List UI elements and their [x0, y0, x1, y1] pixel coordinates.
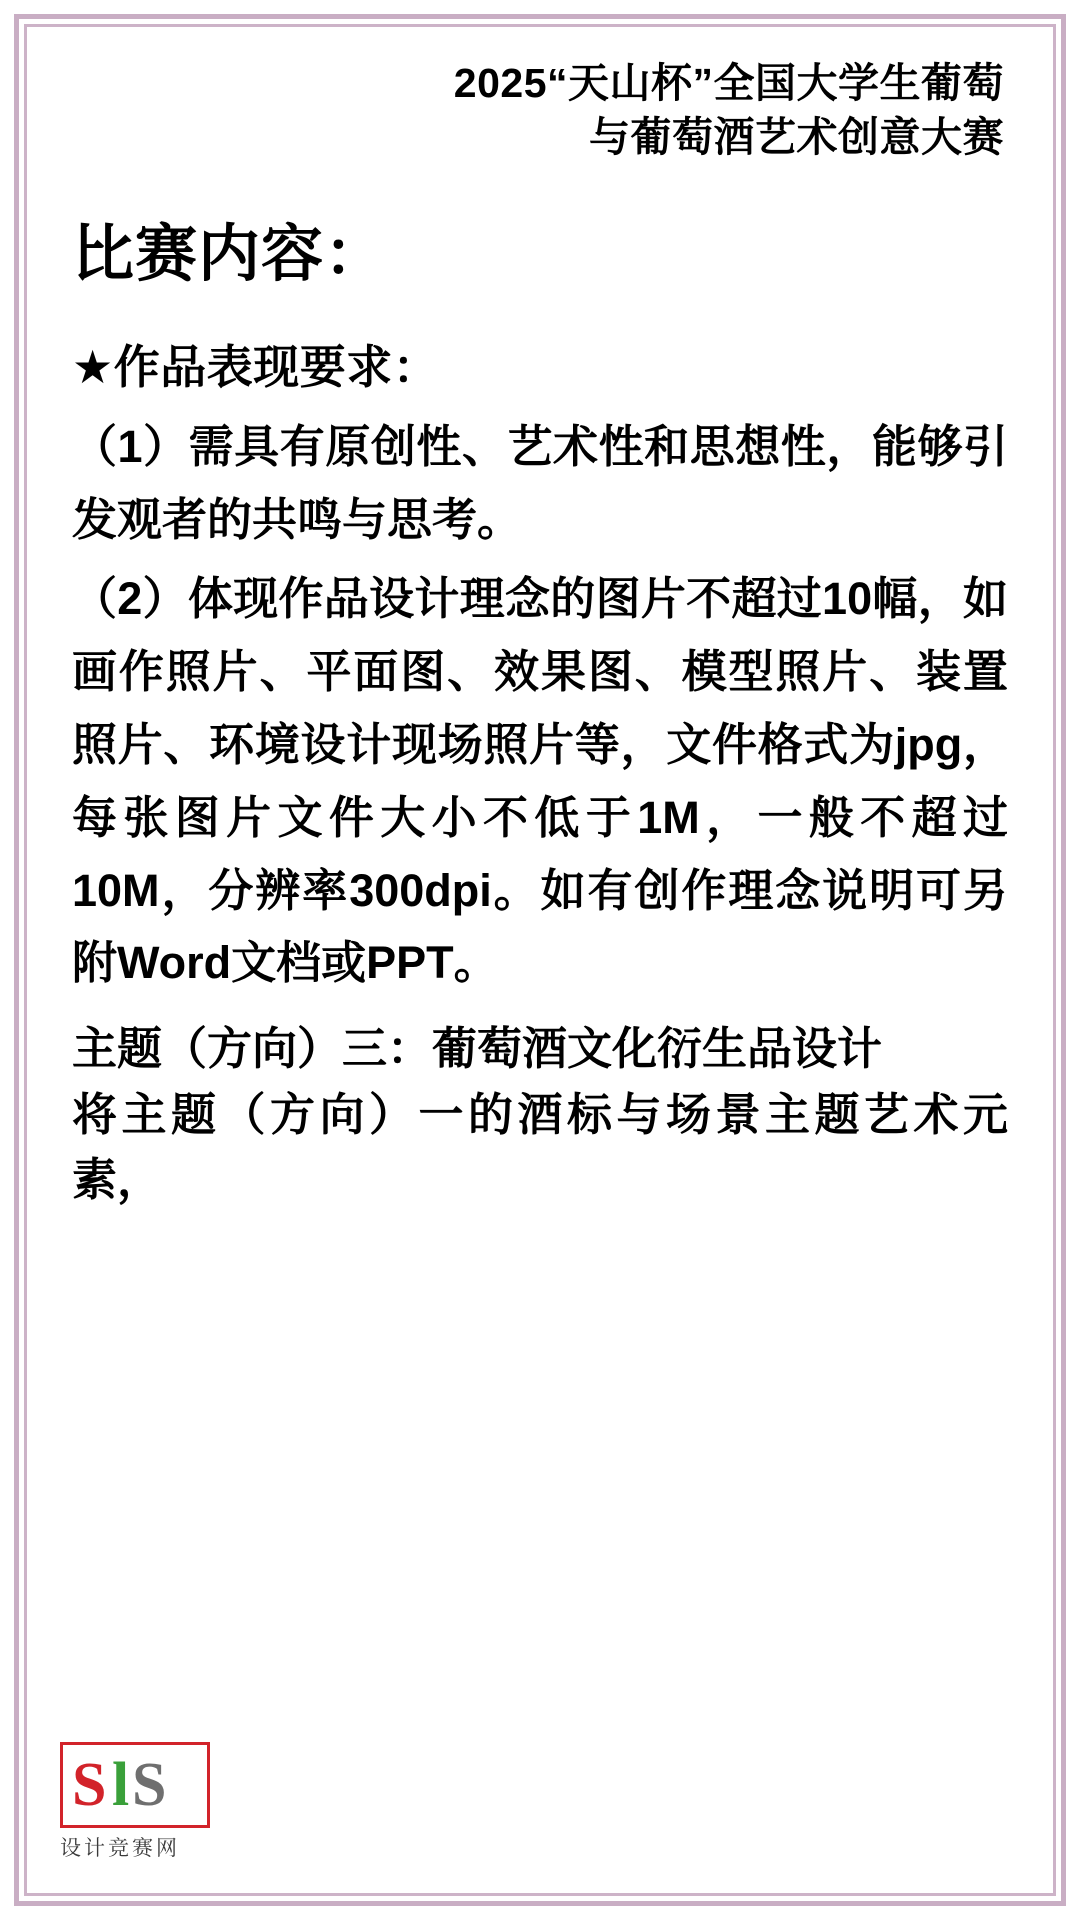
- header-title-line-2: 与葡萄酒艺术创意大赛: [589, 114, 1004, 161]
- poster-header-title: [72, 56, 1008, 164]
- theme-three-title: 主题（方向）三：葡萄酒文化衍生品设计: [72, 1023, 883, 1075]
- theme-three-body: 将主题（方向）一的酒标与场景主题艺术元素，: [72, 1088, 1008, 1205]
- svg-text:l: l: [112, 1751, 130, 1819]
- sis-logo-icon: [60, 1742, 210, 1828]
- section-heading-requirements: ★作品表现要求：: [72, 341, 440, 394]
- svg-text:S: S: [72, 1751, 107, 1819]
- site-logo: [60, 1742, 210, 1862]
- requirement-paragraph-2: （2）体现作品设计理念的图片不超过10幅，如画作照片、平面图、效果图、模型照片、装置照片、环境设计现场照片等，文件格式为jpg，每张图片文件大小不低于1M，一般不超过10M，分辨率300dpi。如有创作理念说明可另附Word文档或PPT。: [72, 573, 1008, 989]
- poster-content: [30, 30, 1050, 1890]
- spacer: [72, 1006, 1008, 1016]
- page-title: 比赛内容：: [72, 220, 388, 290]
- requirement-paragraph-1: （1）需具有原创性、艺术性和思想性，能够引发观者的共鸣与思考。: [72, 421, 1008, 546]
- svg-text:S: S: [132, 1751, 167, 1819]
- logo-caption: 设计竞赛网: [60, 1837, 180, 1860]
- header-title-line-1: 2025“天山杯”全国大学生葡萄: [453, 60, 1004, 106]
